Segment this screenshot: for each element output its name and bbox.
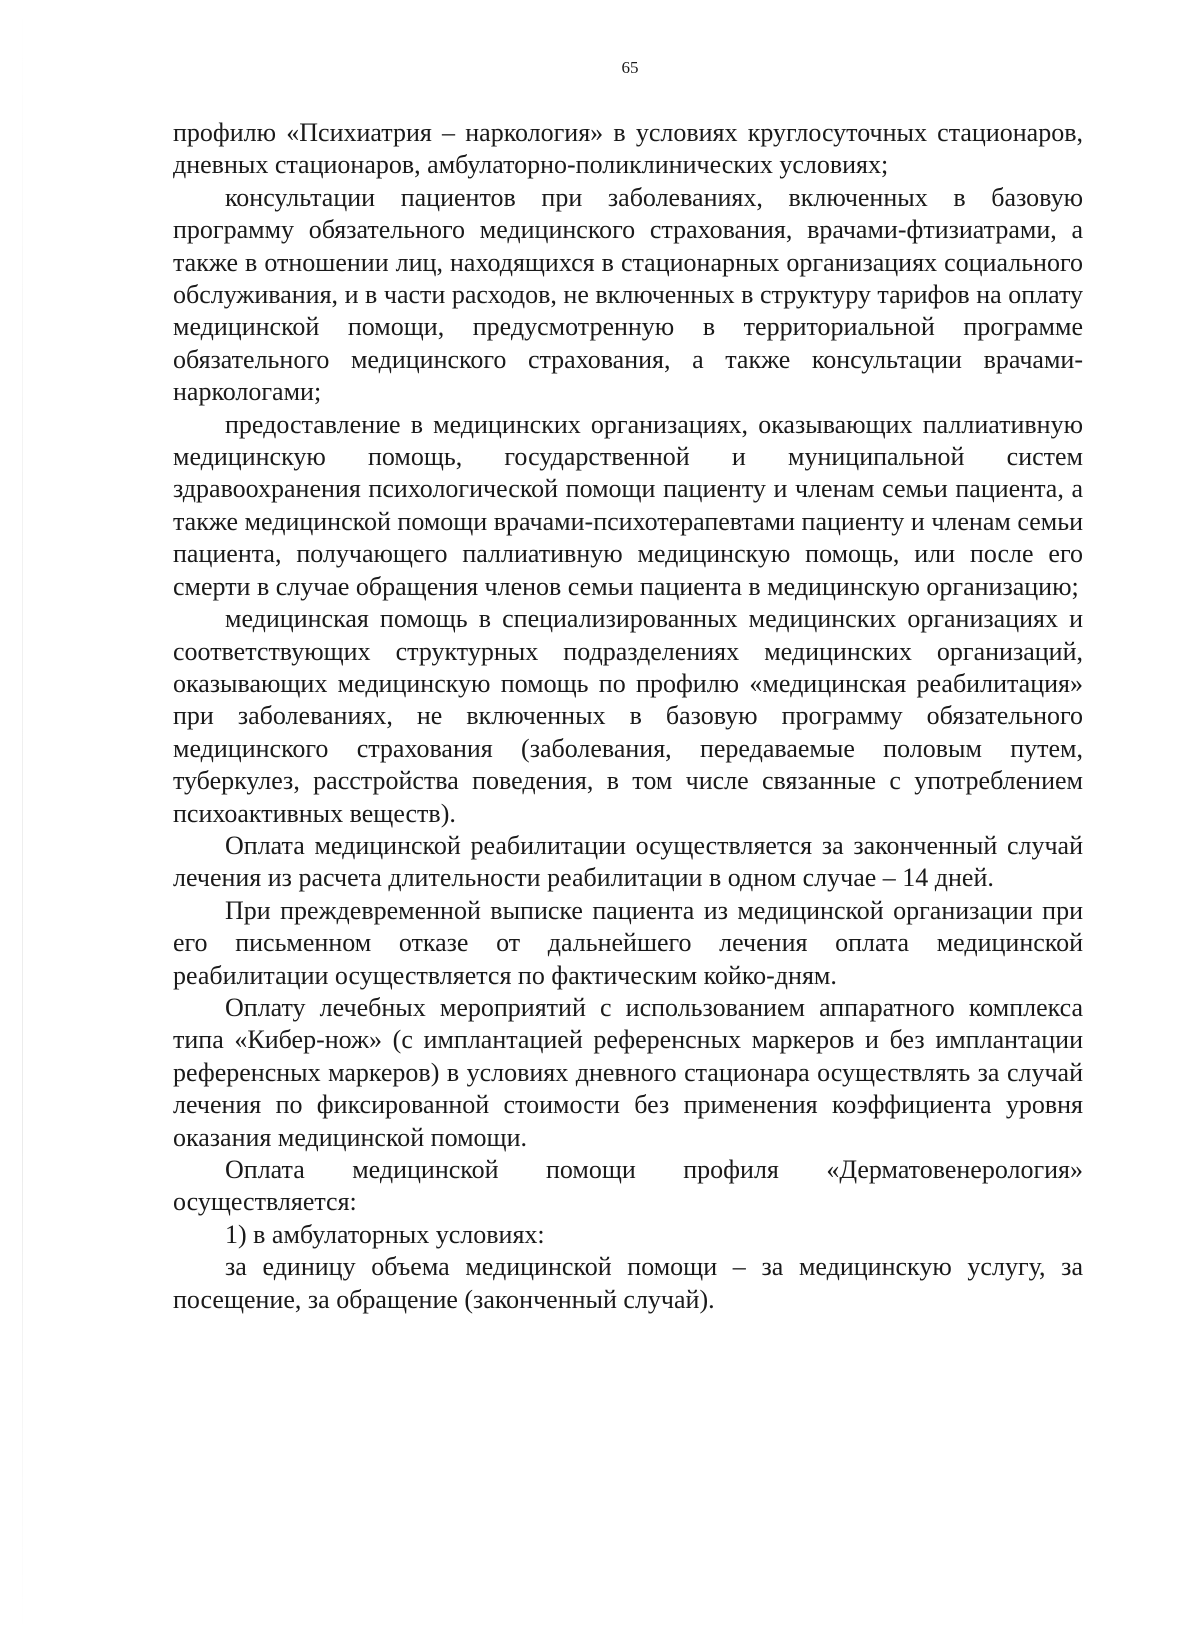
scan-edge <box>22 0 23 1637</box>
paragraph-continuation: профилю «Психиатрия – наркология» в условиях круглосуточных стационаров, дневных стационаров, амбулаторно-поликлинических условиях; <box>173 118 1083 180</box>
paragraph: медицинская помощь в специализированных медицинских организациях и соответствующих структурных подразделениях медицинских организаций, оказывающих медицинскую помощь по профилю «медицинская реабилитация» при заболеваниях, не включенных в базовую программу обязательного медицинского страхования (заболевания, передаваемые половым путем, туберкулез, расстройства поведения, в том числе связанные с употреблением психоактивных веществ). <box>173 604 1083 828</box>
body-text <box>173 117 1083 1316</box>
paragraph: за единицу объема медицинской помощи – за медицинскую услугу, за посещение, за обращение (законченный случай). <box>173 1252 1083 1314</box>
list-item-heading: 1) в амбулаторных условиях: <box>225 1219 545 1249</box>
paragraph: Оплата медицинской реабилитации осуществляется за законченный случай лечения из расчета длительности реабилитации в одном случае – 14 дней. <box>173 830 1083 893</box>
paragraph: предоставление в медицинских организациях, оказывающих паллиативную медицинскую помощь, государственной и муниципальной систем здравоохранения психологической помощи пациенту и членам семьи пациента, а также медицинской помощи врачами-психотерапевтами пациенту и членам семьи пациента, получающего паллиативную медицинскую помощь, или после его смерти в случае обращения членов семьи пациента в медицинскую организацию; <box>173 409 1083 601</box>
paragraph: При преждевременной выписке пациента из медицинской организации при его письменном отказе от дальнейшего лечения оплата медицинской реабилитации осуществляется по фактическим койко-дням. <box>173 895 1083 990</box>
paragraph: Оплата медицинской помощи профиля «Дерматовенерология» осуществляется: <box>173 1155 1083 1217</box>
page-number: 65 <box>621 58 639 77</box>
paragraph: консультации пациентов при заболеваниях, включенных в базовую программу обязательного медицинского страхования, врачами-фтизиатрами, а также в отношении лиц, находящихся в стационарных организациях социального обслуживания, и в части расходов, не включенных в структуру тарифов на оплату медицинской помощи, предусмотренную в территориальной программе обязательного медицинского страхования, а также консультации врачами-наркологами; <box>173 182 1083 407</box>
paragraph: Оплату лечебных мероприятий с использованием аппаратного комплекса типа «Кибер-нож» (с имплантацией референсных маркеров и без имплантации референсных маркеров) в условиях дневного стационара осуществлять за случай лечения по фиксированной стоимости без применения коэффициента уровня оказания медицинской помощи. <box>173 992 1083 1152</box>
